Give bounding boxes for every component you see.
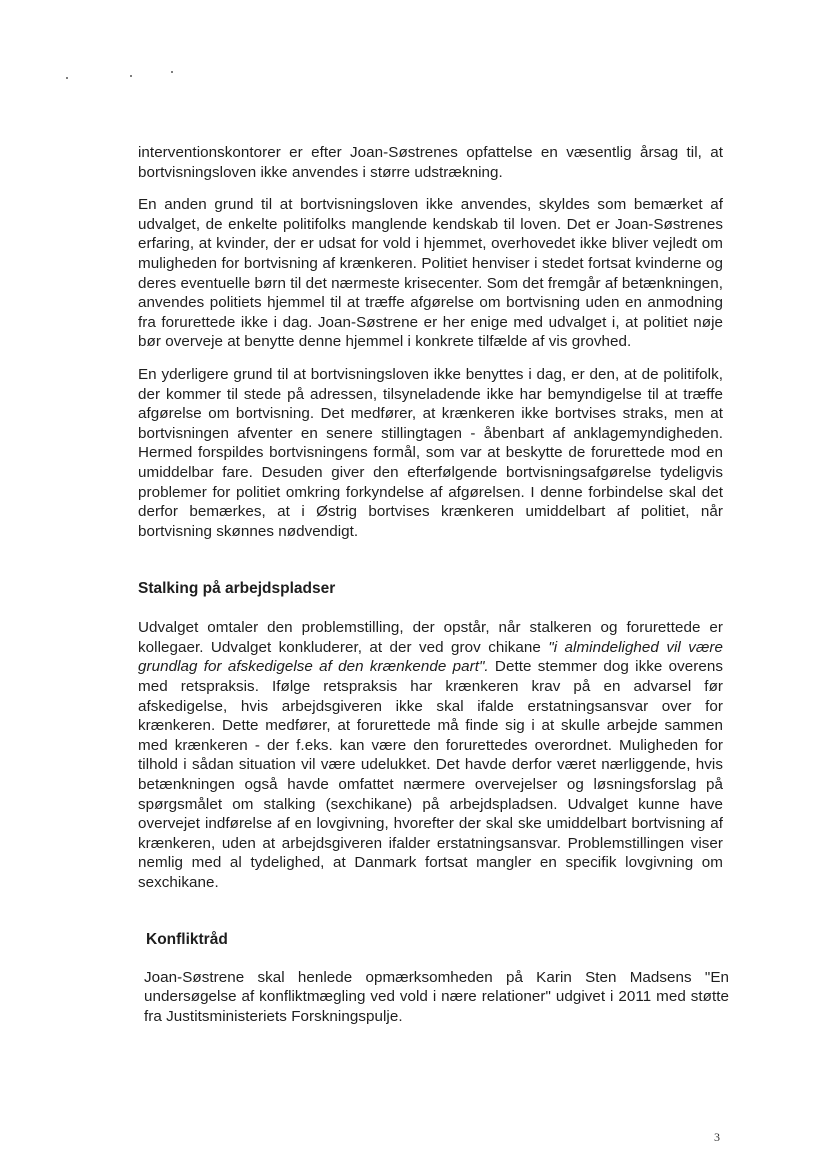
scan-speck [66, 77, 68, 79]
page-number: 3 [714, 1130, 720, 1144]
paragraph-intervention: interventionskontorer er efter Joan-Søstrenes opfattelse en væsentlig årsag til, at bortvisningsloven ikke anvendes i større udstrækning. [138, 144, 723, 181]
paragraph-anden-grund: En anden grund til at bortvisningsloven ikke anvendes, skyldes som bemærket af udvalget, de enkelte politifolks manglende kendskab til loven. Det er Joan-Søstrenes erfaring, at kvinder, der er udsat for vold i hjemmet, overhovedet ikke bliver vejledt om muligheden for bortvisning af krænkeren. Politiet henviser i stedet fortsat kvinderne og deres eventuelle børn til det nærmeste krisecenter. Som det fremgår af betænkningen, anvendes politiets hjemmel til at træffe afgørelse om bortvisning uden en anmodning fra forurettede ikke i dag. Joan-Søstrene er her enige med udvalget i, at politiet nøje bør overveje at benytte denne hjemmel i konkrete tilfælde af vis grovhed. [138, 196, 723, 351]
paragraph-stalking-text-start: Udvalget omtaler den problemstilling, der opstår, når stalkeren og forurettede er kollegaer. Udvalget konkluderer, at der ved grov chikane [138, 619, 723, 656]
paragraph-konfliktraad: Joan-Søstrene skal henlede opmærksomheden på Karin Sten Madsens "En undersøgelse af konfliktmægling ved vold i nære relationer" udgivet i 2011 med støtte fra Justitsministeriets Forskningspulje. [144, 968, 729, 1025]
document-body [138, 143, 729, 1026]
paragraph-stalking-text-end: Dette stemmer dog ikke overens med retspraksis. Ifølge retspraksis har krænkeren krav på en advarsel før afskedigelse, hvis arbejdsgiveren ikke skal ifalde erstatningsansvar over for krænkeren. Dette medfører, at forurettede må finde sig i at skulle arbejde sammen med krænkeren - der f.eks. kan være den forurettedes overordnet. Muligheden for tilhold i sådan situation vil være udelukket. Det havde derfor været nærliggende, hvis betænkningen også havde omfattet nærmere overvejelser og løsningsforslag på spørgsmålet om stalking (sexchikane) på arbejdspladsen. Udvalget kunne have overvejet indførelse af en lovgivning, hvorefter der skal ske umiddelbart bortvisning af krænkeren, uden at arbejdsgiveren ifalder erstatningsansvar. Problemstillingen viser nemlig med al tydelighed, at Danmark fortsat mangler en specifik lovgivning om sexchikane. [138, 658, 723, 891]
paragraph-yderligere-grund: En yderligere grund til at bortvisningsloven ikke benyttes i dag, er den, at de politifolk, der kommer til stede på adressen, tilsyneladende ikke har bemyndigelse til at træffe afgørelse om bortvisning. Det medfører, at krænkeren ikke bortvises straks, men at bortvisningen afventer en senere stillingtagen - åbenbart af anklagemyndigheden. Hermed forspildes bortvisningens formål, som var at beskytte de forurettede mod en umiddelbar fare. Desuden giver den efterfølgende bortvisningsafgørelse tydeligvis problemer for politiet omkring forkyndelse af afgørelsen. I denne forbindelse skal det derfor bemærkes, at i Østrig bortvises krænkeren umiddelbart af politiet, når bortvisning skønnes nødvendigt. [138, 365, 723, 540]
heading-stalking: Stalking på arbejdspladser [138, 580, 336, 598]
paragraph-stalking [138, 618, 723, 892]
heading-konfliktraad: Konfliktråd [146, 930, 228, 948]
quote-afskedigelse: "i almindelighed vil være grundlag for afskedigelse af den krænkende part". [138, 638, 724, 676]
scan-speck [130, 75, 132, 77]
scan-speck [171, 71, 173, 73]
